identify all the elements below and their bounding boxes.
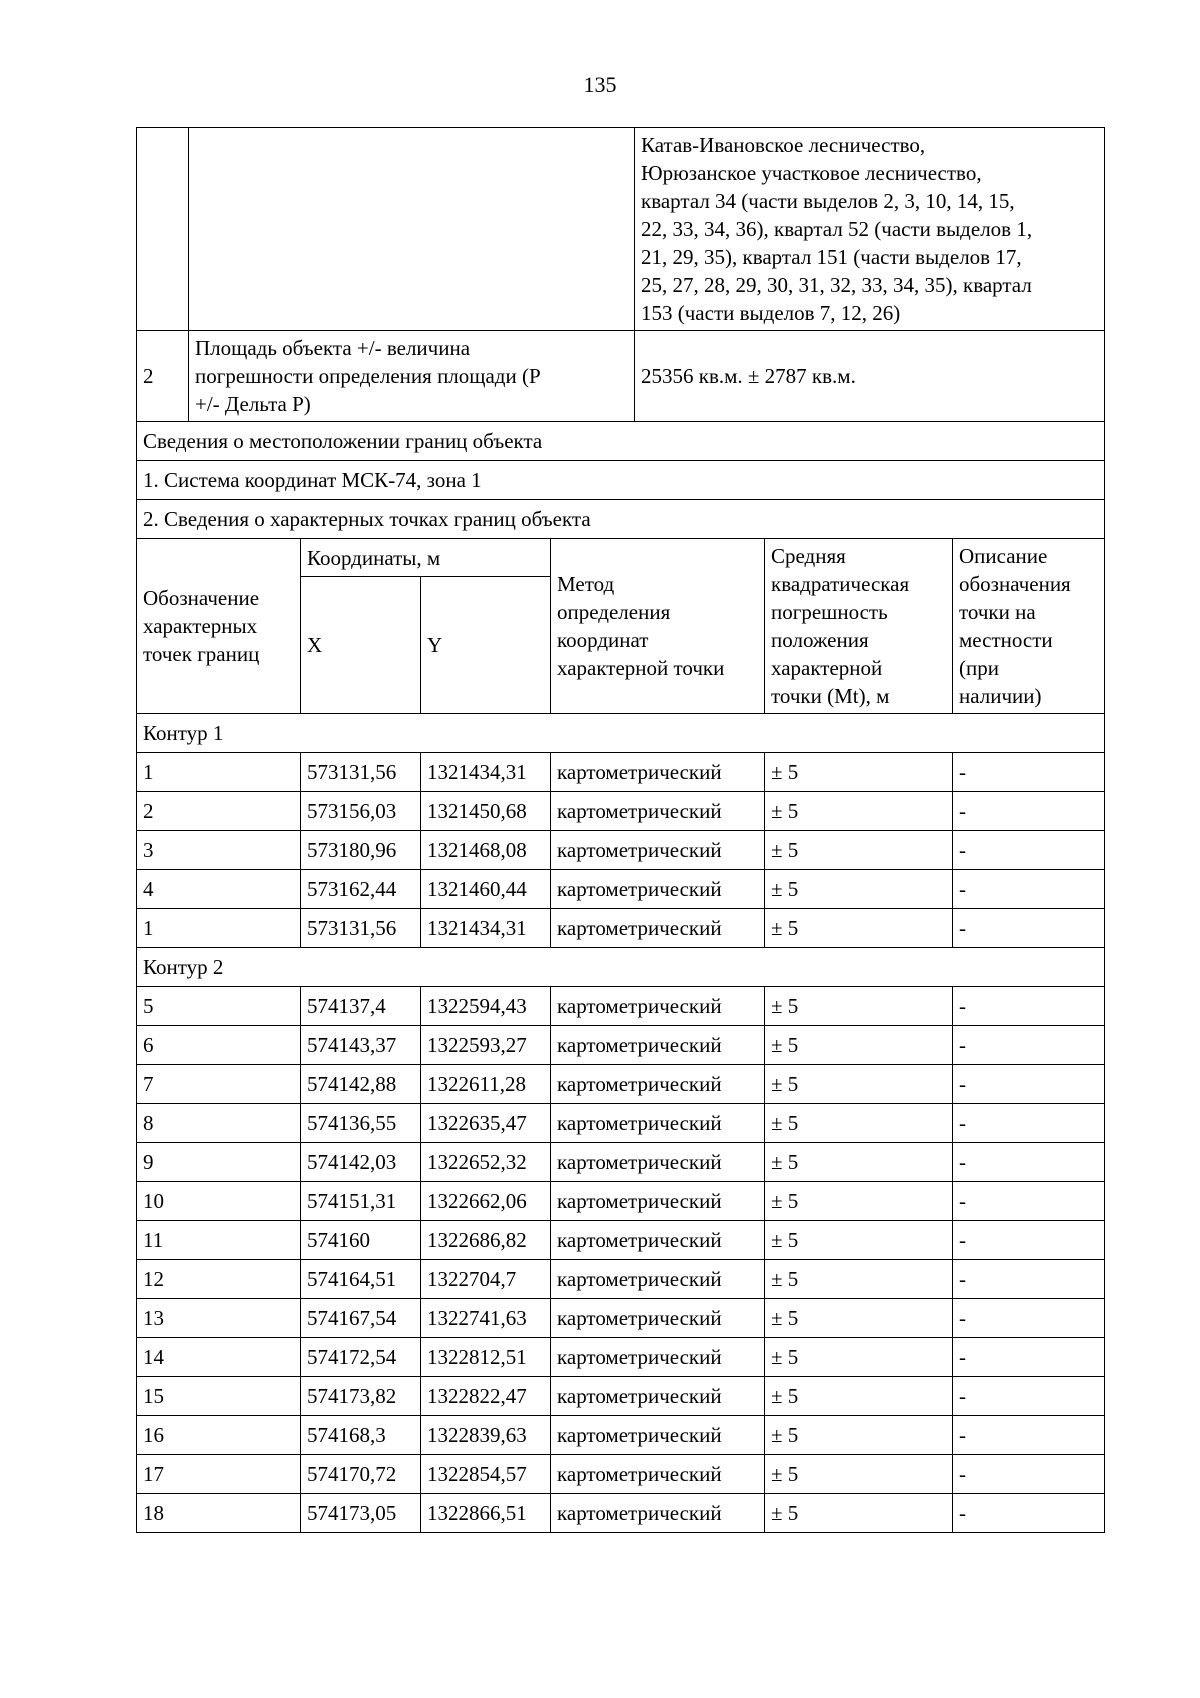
- header-description: Описание обозначения точки на местности (при наличии): [953, 539, 1105, 714]
- table-row: [137, 1338, 1105, 1377]
- method: картометрический: [551, 1416, 765, 1455]
- method: картометрический: [551, 1026, 765, 1065]
- coord-y: 1322686,82: [421, 1221, 551, 1260]
- header-designation: Обозначение характерных точек границ: [137, 539, 301, 714]
- method: картометрический: [551, 909, 765, 948]
- coord-y: 1322822,47: [421, 1377, 551, 1416]
- coord-y: 1321434,31: [421, 753, 551, 792]
- table-row: [137, 1065, 1105, 1104]
- area-label: Площадь объекта +/- величина погрешности определения площади (P +/- Дельта P): [189, 331, 635, 422]
- table-row: [137, 1143, 1105, 1182]
- coord-x: 573162,44: [301, 870, 421, 909]
- method: картометрический: [551, 1221, 765, 1260]
- table-row: [137, 870, 1105, 909]
- header-y: Y: [421, 577, 551, 714]
- table-row: [137, 1455, 1105, 1494]
- point-number: 3: [137, 831, 301, 870]
- coord-y: 1322839,63: [421, 1416, 551, 1455]
- coord-x: 574167,54: [301, 1299, 421, 1338]
- description: -: [953, 1338, 1105, 1377]
- coord-x: 574151,31: [301, 1182, 421, 1221]
- error-value: ± 5: [765, 1455, 953, 1494]
- coord-x: 574137,4: [301, 987, 421, 1026]
- section-boundaries: Сведения о местоположении границ объекта: [137, 422, 1105, 461]
- description: -: [953, 1065, 1105, 1104]
- description: -: [953, 1377, 1105, 1416]
- coord-x: 573131,56: [301, 753, 421, 792]
- error-value: ± 5: [765, 1299, 953, 1338]
- coord-x: 574143,37: [301, 1026, 421, 1065]
- table-row: [137, 987, 1105, 1026]
- coord-y: 1322704,7: [421, 1260, 551, 1299]
- method: картометрический: [551, 1377, 765, 1416]
- error-value: ± 5: [765, 1104, 953, 1143]
- method: картометрический: [551, 870, 765, 909]
- description: -: [953, 1026, 1105, 1065]
- coord-y: 1322635,47: [421, 1104, 551, 1143]
- point-number: 1: [137, 909, 301, 948]
- coord-x: 573156,03: [301, 792, 421, 831]
- method: картометрический: [551, 987, 765, 1026]
- point-number: 1: [137, 753, 301, 792]
- point-number: 18: [137, 1494, 301, 1533]
- description: -: [953, 1182, 1105, 1221]
- point-number: 7: [137, 1065, 301, 1104]
- coord-x: 574170,72: [301, 1455, 421, 1494]
- coord-y: 1322611,28: [421, 1065, 551, 1104]
- error-value: ± 5: [765, 1182, 953, 1221]
- empty-num-cell: [137, 128, 189, 331]
- description: -: [953, 1455, 1105, 1494]
- error-value: ± 5: [765, 987, 953, 1026]
- location-line: квартал 34 (части выделов 2, 3, 10, 14, 15,: [641, 189, 1015, 213]
- coord-x: 574173,05: [301, 1494, 421, 1533]
- method: картометрический: [551, 1338, 765, 1377]
- table-row: [137, 1299, 1105, 1338]
- error-value: ± 5: [765, 1494, 953, 1533]
- coord-y: 1321450,68: [421, 792, 551, 831]
- table-row: [137, 792, 1105, 831]
- method: картометрический: [551, 792, 765, 831]
- coord-x: 574142,88: [301, 1065, 421, 1104]
- method: картометрический: [551, 1143, 765, 1182]
- header-coords: Координаты, м: [301, 539, 551, 577]
- location-line: Катав-Ивановское лесничество,: [641, 133, 926, 157]
- point-number: 15: [137, 1377, 301, 1416]
- contour-title-row: [137, 948, 1105, 987]
- description: -: [953, 753, 1105, 792]
- area-number: 2: [137, 331, 189, 422]
- table-row: [137, 831, 1105, 870]
- coord-y: 1322593,27: [421, 1026, 551, 1065]
- coord-y: 1321460,44: [421, 870, 551, 909]
- coord-y: 1322652,32: [421, 1143, 551, 1182]
- description: -: [953, 1299, 1105, 1338]
- table-row: [137, 1416, 1105, 1455]
- error-value: ± 5: [765, 1221, 953, 1260]
- point-number: 8: [137, 1104, 301, 1143]
- header-error: Средняя квадратическая погрешность положения характерной точки (Mt), м: [765, 539, 953, 714]
- error-value: ± 5: [765, 792, 953, 831]
- point-number: 5: [137, 987, 301, 1026]
- points-heading: 2. Сведения о характерных точках границ объекта: [137, 500, 1105, 539]
- method: картометрический: [551, 753, 765, 792]
- error-value: ± 5: [765, 1416, 953, 1455]
- coord-x: 574164,51: [301, 1260, 421, 1299]
- description: -: [953, 1260, 1105, 1299]
- point-number: 11: [137, 1221, 301, 1260]
- boundary-table: [136, 127, 1105, 1533]
- error-value: ± 5: [765, 1260, 953, 1299]
- error-value: ± 5: [765, 1026, 953, 1065]
- coord-y: 1322866,51: [421, 1494, 551, 1533]
- error-value: ± 5: [765, 831, 953, 870]
- location-line: 21, 29, 35), квартал 151 (части выделов 17,: [641, 245, 1022, 269]
- coord-x: 574142,03: [301, 1143, 421, 1182]
- point-number: 16: [137, 1416, 301, 1455]
- header-x: X: [301, 577, 421, 714]
- area-value: 25356 кв.м. ± 2787 кв.м.: [635, 331, 1105, 422]
- coord-y: 1322812,51: [421, 1338, 551, 1377]
- coord-y: 1322854,57: [421, 1455, 551, 1494]
- coord-x: 574160: [301, 1221, 421, 1260]
- point-number: 13: [137, 1299, 301, 1338]
- location-cell: [635, 128, 1105, 331]
- table-row: [137, 1182, 1105, 1221]
- page-number: 135: [583, 72, 617, 97]
- coord-y: 1321468,08: [421, 831, 551, 870]
- description: -: [953, 1416, 1105, 1455]
- error-value: ± 5: [765, 753, 953, 792]
- method: картометрический: [551, 1260, 765, 1299]
- error-value: ± 5: [765, 1065, 953, 1104]
- error-value: ± 5: [765, 1143, 953, 1182]
- location-line: 25, 27, 28, 29, 30, 31, 32, 33, 34, 35), квартал: [641, 273, 1032, 297]
- coord-x: 574168,3: [301, 1416, 421, 1455]
- table-row: [137, 1104, 1105, 1143]
- table-row: [137, 1377, 1105, 1416]
- point-number: 14: [137, 1338, 301, 1377]
- error-value: ± 5: [765, 909, 953, 948]
- error-value: ± 5: [765, 1377, 953, 1416]
- description: -: [953, 792, 1105, 831]
- coord-x: 574172,54: [301, 1338, 421, 1377]
- empty-label-cell: [189, 128, 635, 331]
- coord-system: 1. Система координат МСК-74, зона 1: [137, 461, 1105, 500]
- method: картометрический: [551, 1182, 765, 1221]
- description: -: [953, 831, 1105, 870]
- table-row: [137, 1494, 1105, 1533]
- contour-title: Контур 1: [137, 714, 1105, 753]
- point-number: 4: [137, 870, 301, 909]
- description: -: [953, 909, 1105, 948]
- method: картометрический: [551, 1065, 765, 1104]
- point-number: 12: [137, 1260, 301, 1299]
- description: -: [953, 1494, 1105, 1533]
- location-line: Юрюзанское участковое лесничество,: [641, 161, 982, 185]
- table-row: [137, 753, 1105, 792]
- description: -: [953, 987, 1105, 1026]
- description: -: [953, 1143, 1105, 1182]
- coord-x: 573180,96: [301, 831, 421, 870]
- point-number: 2: [137, 792, 301, 831]
- method: картометрический: [551, 1299, 765, 1338]
- table-row: [137, 1221, 1105, 1260]
- description: -: [953, 870, 1105, 909]
- method: картометрический: [551, 1104, 765, 1143]
- table-row: [137, 1026, 1105, 1065]
- method: картометрический: [551, 1455, 765, 1494]
- coord-y: 1322741,63: [421, 1299, 551, 1338]
- point-number: 17: [137, 1455, 301, 1494]
- coord-y: 1321434,31: [421, 909, 551, 948]
- error-value: ± 5: [765, 1338, 953, 1377]
- table-row: [137, 909, 1105, 948]
- location-line: 153 (части выделов 7, 12, 26): [641, 301, 901, 325]
- coord-x: 573131,56: [301, 909, 421, 948]
- coord-x: 574136,55: [301, 1104, 421, 1143]
- description: -: [953, 1221, 1105, 1260]
- point-number: 9: [137, 1143, 301, 1182]
- table-row: [137, 1260, 1105, 1299]
- point-number: 6: [137, 1026, 301, 1065]
- error-value: ± 5: [765, 870, 953, 909]
- description: -: [953, 1104, 1105, 1143]
- location-line: 22, 33, 34, 36), квартал 52 (части выделов 1,: [641, 217, 1033, 241]
- method: картометрический: [551, 831, 765, 870]
- contour-title-row: [137, 714, 1105, 753]
- coord-y: 1322594,43: [421, 987, 551, 1026]
- method: картометрический: [551, 1494, 765, 1533]
- contour-title: Контур 2: [137, 948, 1105, 987]
- point-number: 10: [137, 1182, 301, 1221]
- coord-x: 574173,82: [301, 1377, 421, 1416]
- coord-y: 1322662,06: [421, 1182, 551, 1221]
- header-method: Метод определения координат характерной точки: [551, 539, 765, 714]
